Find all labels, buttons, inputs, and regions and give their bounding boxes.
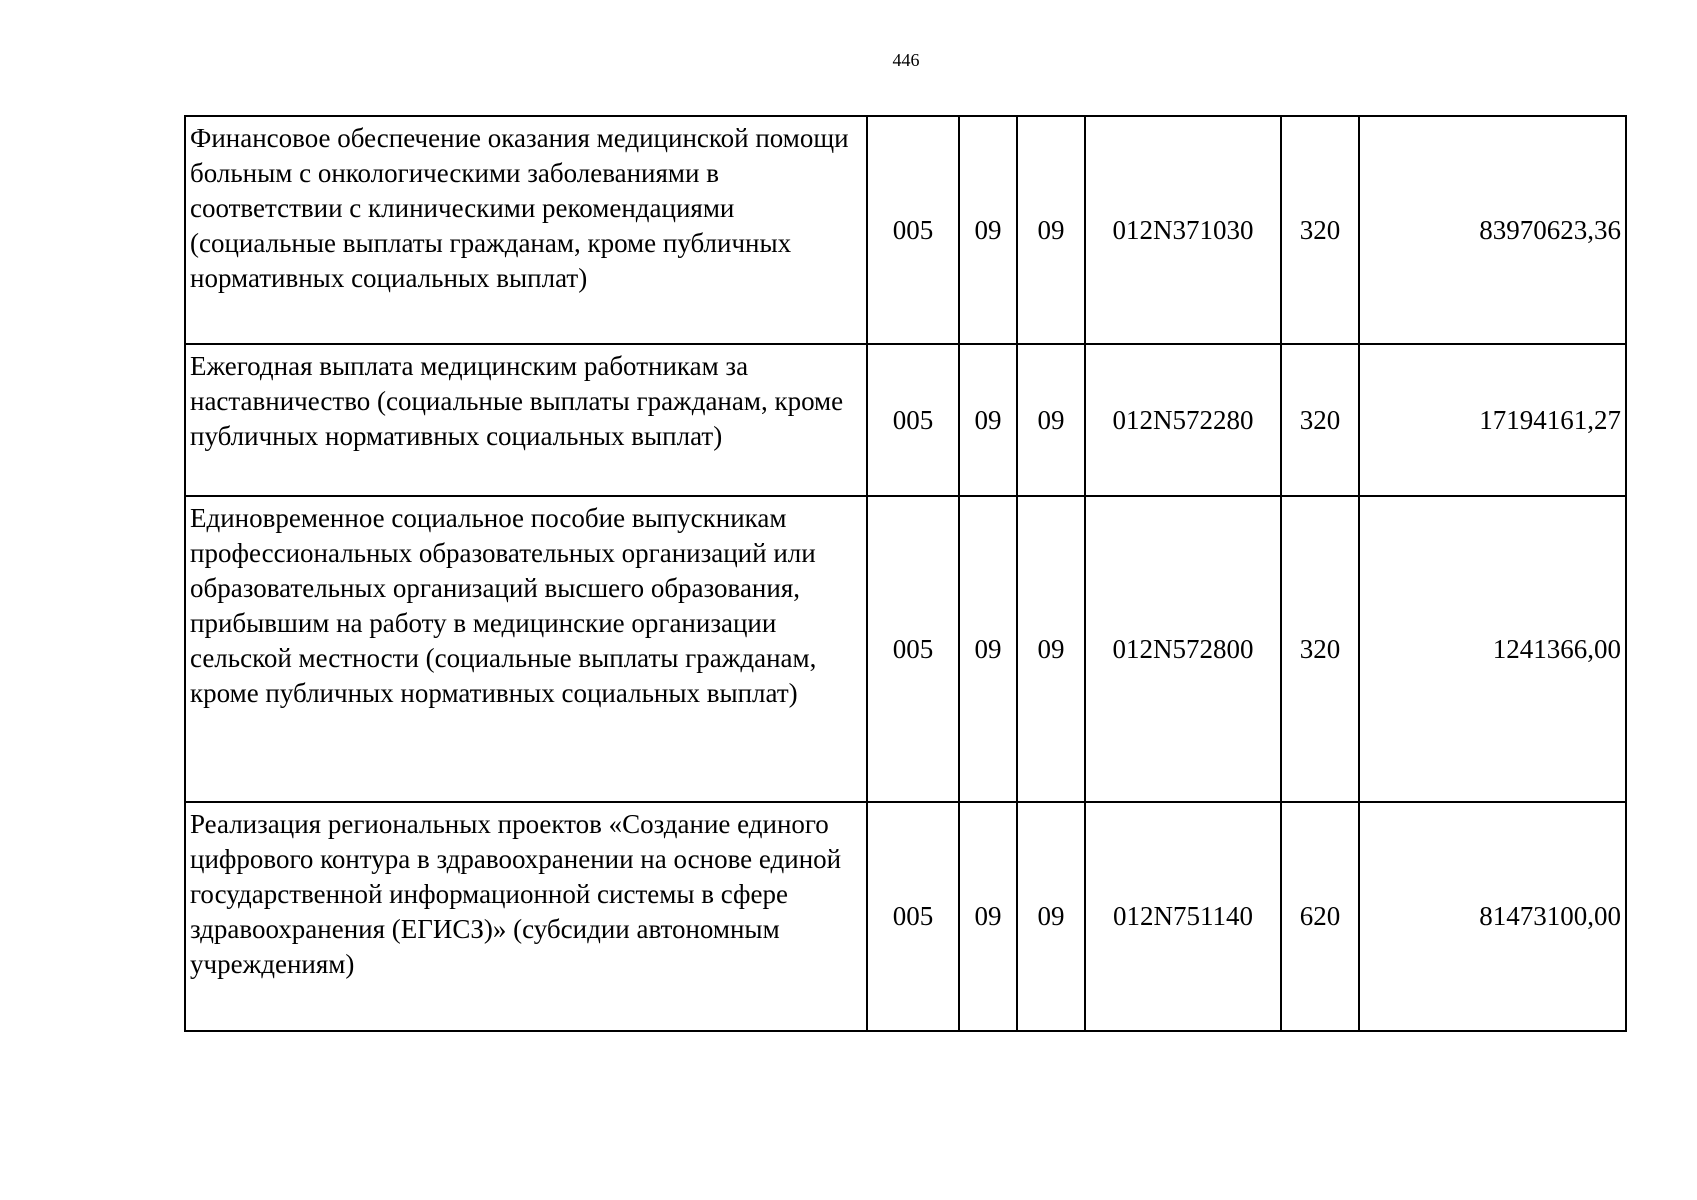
table-row — [185, 344, 1626, 496]
row-target-article: 012N572800 — [1085, 496, 1281, 802]
row-ministry-code: 005 — [867, 802, 959, 1031]
row-section-code: 09 — [959, 344, 1017, 496]
row-ministry-code: 005 — [867, 496, 959, 802]
row-section-code: 09 — [959, 496, 1017, 802]
row-expense-type: 620 — [1281, 802, 1359, 1031]
row-subsection-code: 09 — [1017, 802, 1085, 1031]
row-description: Ежегодная выплата медицинским работникам за наставничество (социальные выплаты гражданам, кроме публичных нормативных социальных выплат) — [185, 344, 867, 496]
row-expense-type: 320 — [1281, 496, 1359, 802]
row-section-code: 09 — [959, 802, 1017, 1031]
row-expense-type: 320 — [1281, 344, 1359, 496]
row-amount: 17194161,27 — [1359, 344, 1626, 496]
row-ministry-code: 005 — [867, 116, 959, 344]
row-subsection-code: 09 — [1017, 344, 1085, 496]
row-target-article: 012N572280 — [1085, 344, 1281, 496]
table-row — [185, 802, 1626, 1031]
row-description: Финансовое обеспечение оказания медицинской помощи больным с онкологическими заболеваниями в соответствии с клиническими рекомендациями (социальные выплаты гражданам, кроме публичных нормативных социальных выплат) — [185, 116, 867, 344]
budget-table — [184, 115, 1627, 1032]
row-ministry-code: 005 — [867, 344, 959, 496]
table-row — [185, 496, 1626, 802]
page-number: 446 — [892, 50, 920, 70]
row-amount: 1241366,00 — [1359, 496, 1626, 802]
row-target-article: 012N371030 — [1085, 116, 1281, 344]
row-expense-type: 320 — [1281, 116, 1359, 344]
table-row — [185, 116, 1626, 344]
row-amount: 83970623,36 — [1359, 116, 1626, 344]
row-description: Единовременное социальное пособие выпускникам профессиональных образовательных организаций или образовательных организаций высшего образования, прибывшим на работу в медицинские организации сельской местности (социальные выплаты гражданам, кроме публичных нормативных социальных выплат) — [185, 496, 867, 802]
row-target-article: 012N751140 — [1085, 802, 1281, 1031]
row-amount: 81473100,00 — [1359, 802, 1626, 1031]
row-section-code: 09 — [959, 116, 1017, 344]
row-description: Реализация региональных проектов «Создание единого цифрового контура в здравоохранении на основе единой государственной информационной системы в сфере здравоохранения (ЕГИСЗ)» (субсидии автономным учреждениям) — [185, 802, 867, 1031]
row-subsection-code: 09 — [1017, 116, 1085, 344]
row-subsection-code: 09 — [1017, 496, 1085, 802]
